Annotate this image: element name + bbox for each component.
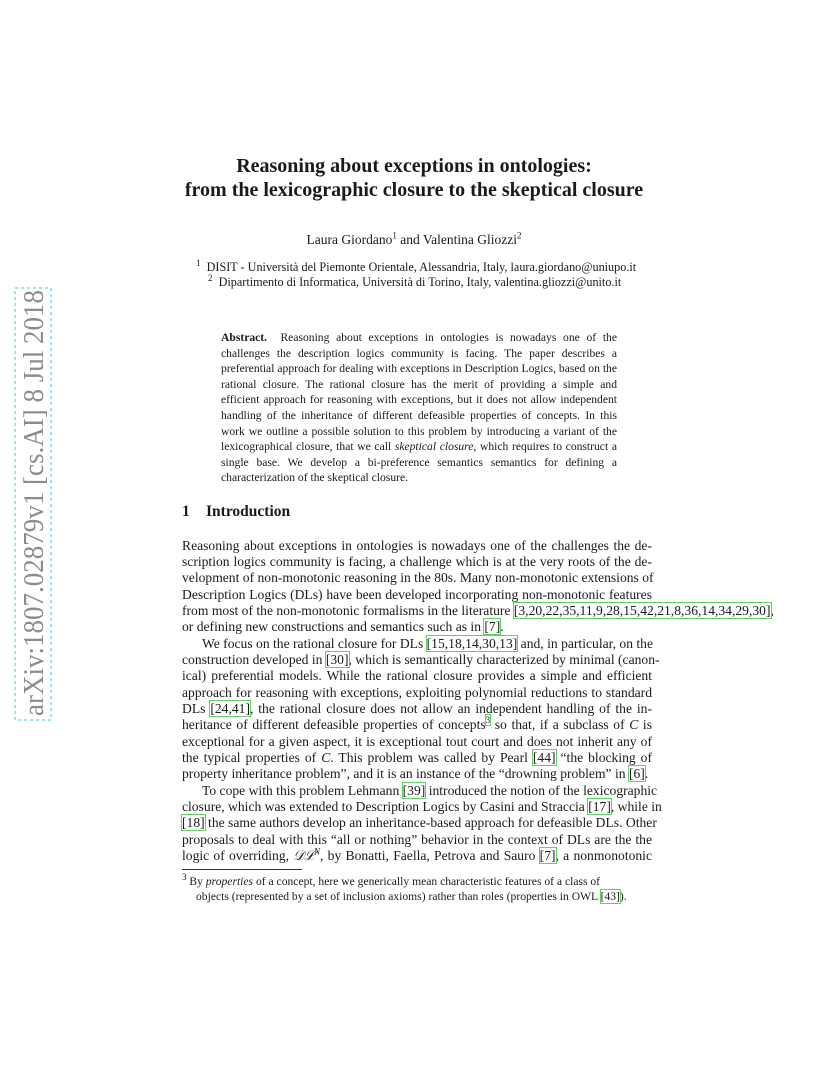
body-text: the typical properties of xyxy=(182,750,322,765)
body-text: DLs xyxy=(182,701,211,716)
body-text: , xyxy=(770,603,774,618)
footnote-text: of a concept, here we generically mean characteristic features of a class of xyxy=(253,875,601,888)
body-text: , a nonmonotonic xyxy=(555,848,652,863)
body-text: . xyxy=(644,766,649,781)
abstract-text: , which requires to construct a single base. We develop a bi-preference semantics semantics for defining a characterization of the skeptical closure. xyxy=(221,440,617,485)
footnote-text: By xyxy=(186,875,206,888)
body-line xyxy=(182,652,660,668)
body-text: . This problem was called by Pearl xyxy=(330,750,533,765)
footnote-rule xyxy=(182,869,302,870)
abstract-label: Abstract. xyxy=(221,331,268,344)
body-line xyxy=(182,799,662,815)
body-line xyxy=(182,636,652,652)
body-text: , by Bonatti, Faella, Petrova and Sauro xyxy=(320,848,540,863)
author-name: Valentina Gliozzi xyxy=(422,232,517,247)
body-line: proposals to deal with this “all or nothing” behavior in the context of DLs are the the xyxy=(182,832,652,847)
citation-link[interactable]: [17] xyxy=(588,799,611,814)
body-line xyxy=(182,701,652,717)
footnote-line xyxy=(196,889,652,904)
body-line xyxy=(182,783,658,799)
citation-link[interactable]: [6] xyxy=(628,766,645,781)
paper-title-line-2: from the lexicographic closure to the skeptical closure xyxy=(184,179,644,201)
author-name: Laura Giordano xyxy=(306,232,393,247)
author-line xyxy=(0,232,828,248)
body-line xyxy=(182,815,657,831)
footnote-text: objects (represented by a set of inclusion axioms) rather than roles (properties in OWL xyxy=(196,890,601,903)
body-line xyxy=(182,750,652,766)
body-text: To cope with this problem Lehmann xyxy=(202,783,403,798)
body-line: velopment of non-monotonic reasoning in the 80s. Many non-monotonic extensions of xyxy=(182,570,654,585)
body-line: ical) preferential models. While the rational closure provides a simple and efficient xyxy=(182,668,652,683)
body-text: heritance of different defeasible properties of concepts xyxy=(182,717,486,732)
math-symbol: C xyxy=(629,717,639,732)
affiliation-mark: 1 xyxy=(392,230,397,241)
body-text: closure, which was extended to Description Logics by Casini and Straccia xyxy=(182,799,589,814)
affiliation-mark: 2 xyxy=(516,230,522,241)
citation-link[interactable]: [39] xyxy=(402,783,426,798)
body-text: introduced the notion of the lexicographic xyxy=(425,783,658,798)
body-line xyxy=(182,766,652,782)
footnote-marker[interactable]: 3 xyxy=(485,715,491,726)
body-text: construction developed in xyxy=(182,652,326,667)
citation-link[interactable]: [43] xyxy=(600,890,620,903)
affiliation-mark: 1 xyxy=(196,257,201,268)
math-symbol: 𝒟ℒ xyxy=(293,848,315,864)
body-text: property inheritance problem”, and it is an instance of the “drowning problem” in xyxy=(182,766,629,781)
body-line xyxy=(182,848,652,864)
math-symbol: C xyxy=(321,750,331,765)
body-text: “the blocking of xyxy=(555,750,653,765)
body-text: logic of overriding, xyxy=(182,848,294,863)
arxiv-identifier: arXiv:1807.02879v1 [cs.AI] 8 Jul 2018 xyxy=(18,284,50,716)
body-line: Description Logics (DLs) have been developed incorporating non-monotonic features xyxy=(182,587,652,602)
footnote-emphasis: properties xyxy=(205,875,254,888)
citation-link[interactable]: [24,41] xyxy=(210,701,250,716)
section-heading xyxy=(182,503,290,521)
body-line xyxy=(182,603,772,619)
body-text: from most of the non-monotonic formalisms in the literature xyxy=(182,603,514,618)
author-conjunction: and xyxy=(396,232,423,247)
affiliation-text: DISIT - Università del Piemonte Orientale, Alessandria, Italy, laura.giordano@uniupo.it xyxy=(206,260,637,274)
citation-link[interactable]: [7] xyxy=(539,848,556,863)
citation-link[interactable]: [15,18,14,30,13] xyxy=(426,636,518,651)
body-line xyxy=(182,619,652,635)
body-line: exceptional for a given aspect, it is exceptional tout court and does not inherit any of xyxy=(182,734,652,749)
abstract-block xyxy=(221,330,617,486)
section-title: Introduction xyxy=(206,503,291,520)
body-text: , the rational closure does not allow an independent handling of the in- xyxy=(249,701,653,716)
footnote-text: ). xyxy=(619,890,627,903)
body-text: or defining new constructions and semantics such as in xyxy=(182,619,485,634)
abstract-text: Reasoning about exceptions in ontologies is nowadays one of the challenges the description logics community is facing. The paper describes a preferential approach for dealing with exceptions in Description Logics, based on the rational closure. The rational closure has the merit of providing a simple and efficient approach for reasoning with exceptions, but it does not allow independent handling of the inheritance of different defeasible properties of concepts. In this work we outline a possible solution to this problem by introducing a variant of the lexicographical closure, that we call xyxy=(221,331,617,454)
footnote-line xyxy=(182,874,652,889)
body-line: Reasoning about exceptions in ontologies is nowadays one of the challenges the de- xyxy=(182,538,652,553)
citation-link[interactable]: [44] xyxy=(532,750,556,765)
section-number: 1 xyxy=(182,503,190,520)
math-superscript: N xyxy=(314,846,321,857)
affiliation-1 xyxy=(196,259,636,275)
body-text: is xyxy=(638,717,652,732)
body-text: . xyxy=(500,619,504,634)
paper-title-line-1: Reasoning about exceptions in ontologies: xyxy=(236,155,592,177)
affiliation-text: Dipartimento di Informatica, Università di Torino, Italy, valentina.gliozzi@unito.it xyxy=(218,275,622,289)
body-text: and, in particular, on the xyxy=(517,636,654,651)
citation-link[interactable]: [18] xyxy=(182,815,205,830)
body-line xyxy=(182,717,652,733)
body-text: , which is semantically characterized by minimal (canon- xyxy=(348,652,660,667)
arxiv-stamp-graphic xyxy=(4,284,60,724)
body-text: the same authors develop an inheritance-based approach for defeasible DLs. Other xyxy=(204,815,657,830)
citation-link[interactable]: [7] xyxy=(484,619,501,634)
affiliation-mark: 2 xyxy=(208,272,213,283)
body-text: so that, if a subclass of xyxy=(490,717,630,732)
footnote-mark: 3 xyxy=(182,872,187,883)
body-line: approach for reasoning with exceptions, exploiting polynomial reductions to standard xyxy=(182,685,652,700)
body-line: scription logics community is facing, a challenge which is at the very roots of the de- xyxy=(182,554,652,569)
affiliation-2 xyxy=(208,274,621,290)
citation-link[interactable]: [30] xyxy=(325,652,349,667)
body-text: , while in xyxy=(610,799,662,814)
body-text: We focus on the rational closure for DLs xyxy=(202,636,427,651)
citation-link[interactable]: [3,20,22,35,11,9,28,15,42,21,8,36,14,34,29,30] xyxy=(513,603,771,618)
abstract-emphasis: skeptical closure xyxy=(394,440,474,454)
arxiv-side-stamp xyxy=(4,284,60,724)
